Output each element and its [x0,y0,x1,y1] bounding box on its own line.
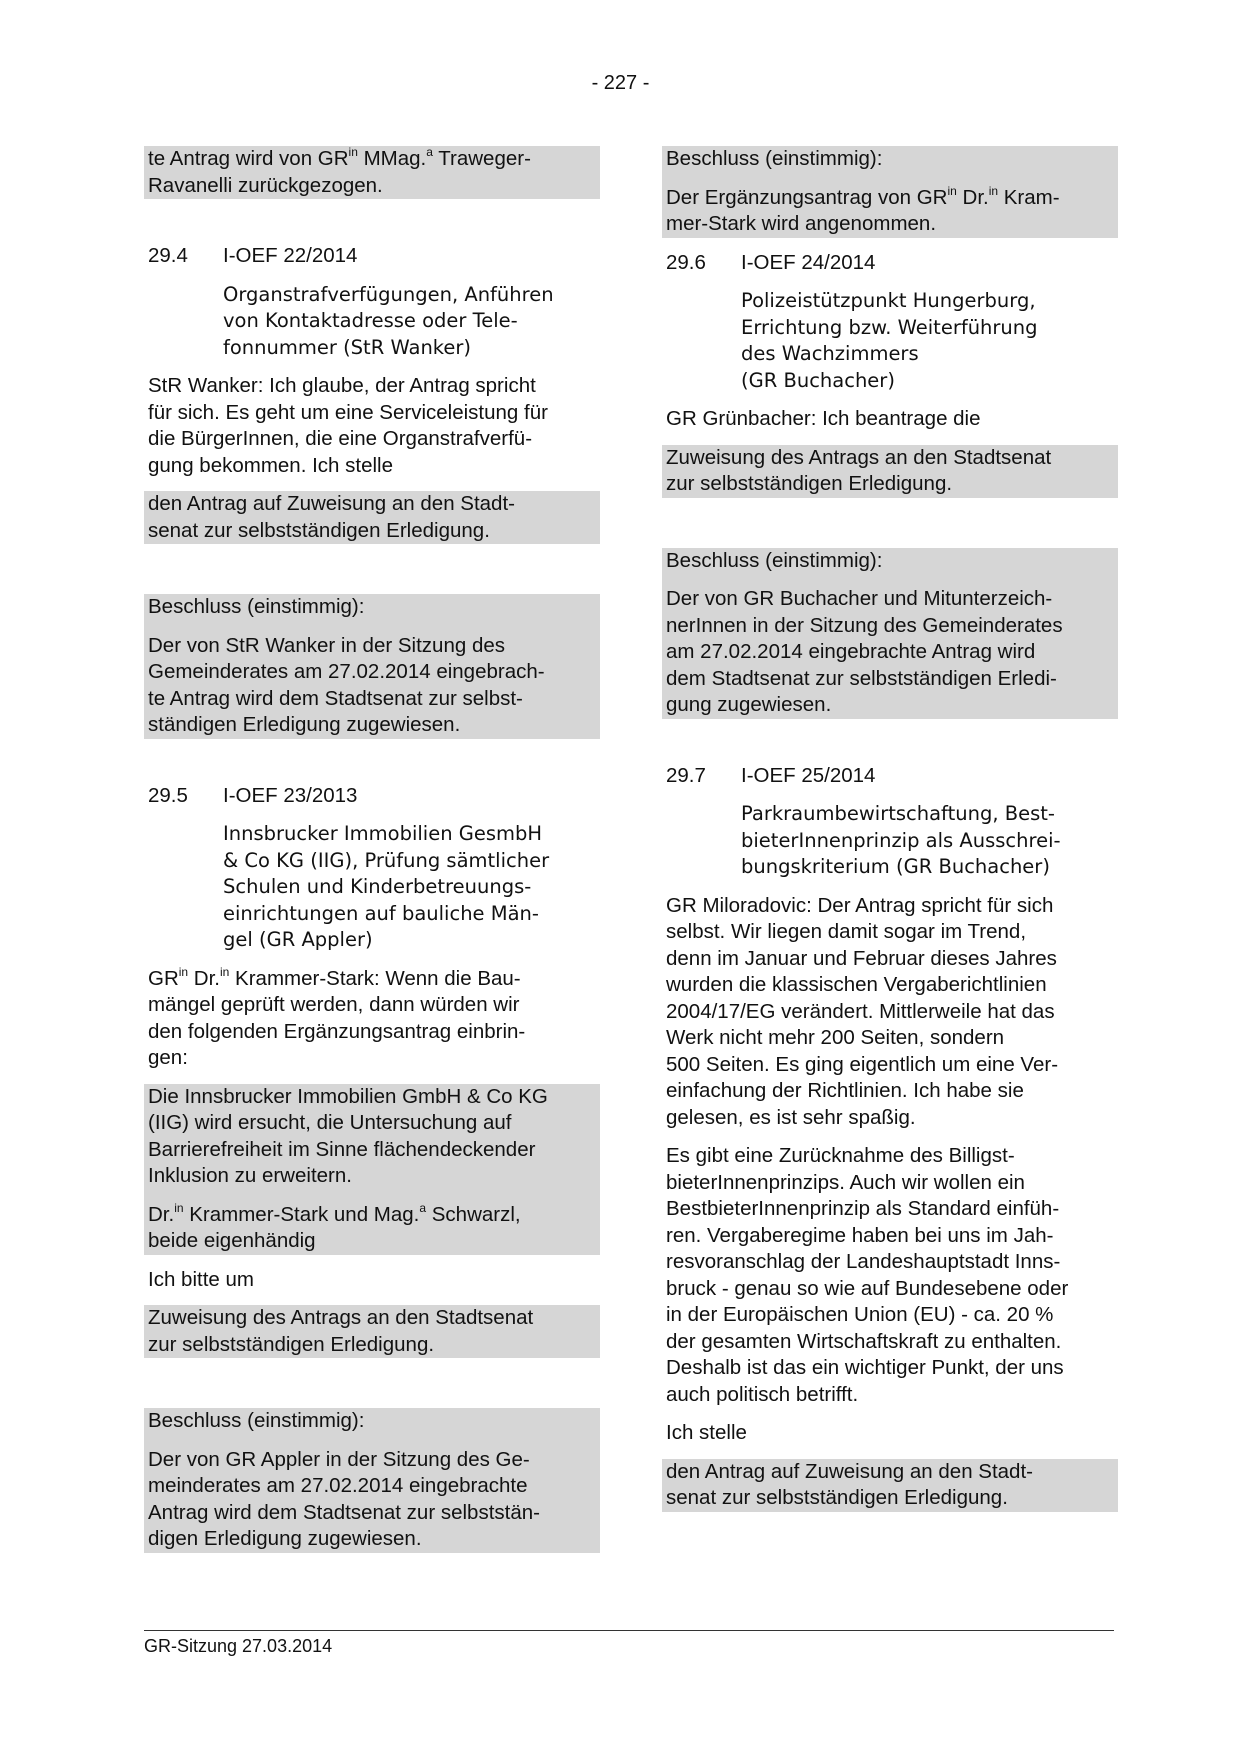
speech-paragraph: Es gibt eine Zurücknahme des Billigst- bieterInnenprinzips. Auch wir wollen ein BestbieterInnenprinzip als Standard einfüh- ren. Vergaberegime haben bei uns im Jah- resvoranschlag der Landeshauptstadt Inns- bruck - genau so wie auf Bundesebene oder in der Europäischen Union (EU) - ca. 20 % der gesamten Wirtschaftskraft zu enthalten. Deshalb ist das ein wichtiger Punkt, der uns auch politisch betrifft. [666,1144,1069,1406]
item-code: I-OEF 22/2014 [223,244,358,267]
speech-paragraph: $GR^{in}$ Dr.$^{in}$ Krammer-Stark: Wenn die Bau- mängel geprüft werden, dann würden wir den folgenden Ergänzungsantrag einbrin- gen: [148,964,526,1069]
item-code: I-OEF 24/2014 [741,250,876,274]
decision-text: Der von StR Wanker in der Sitzung des Gemeinderates am 27.02.2014 eingebrach- te Antrag wird dem Stadtsenat zur selbst- ständigen Erledigung zugewiesen. [148,633,545,736]
item-title-29-7: Parkraumbewirtschaftung, Best- bieterInnenprinzip als Ausschrei- bungskriterium (GR Buchacher) [741,802,1061,878]
left-column [144,146,600,1565]
motion-box: den Antrag auf Zuweisung an den Stadt- senat zur selbstständigen Erledigung. [144,491,600,544]
item-code: I-OEF 25/2014 [741,763,876,787]
request-text: Ich bitte um [148,1267,254,1291]
decision-text: Der Ergänzungsantrag von $GR^{in}$ Dr.$^{in}$ Kram- mer-Stark wird angenommen. [666,183,1060,235]
intro-shaded-paragraph [144,146,600,199]
decision-text: Der von GR Buchacher und Mitunterzeich- nerInnen in der Sitzung des Gemeinderates am 27.02.2014 eingebrachte Antrag wird dem Stadtsenat zur selbstständigen Erledi- gung zugewiesen. [666,587,1063,716]
item-number: 29.4 [148,244,188,267]
decision-box [662,548,1118,719]
speech-paragraph: GR Grünbacher: Ich beantrage die [666,407,981,430]
footer-divider [144,1630,1114,1631]
footer-session-label: GR-Sitzung 27.03.2014 [144,1636,333,1656]
item-heading-29-4 [144,243,600,270]
item-heading-29-7 [662,763,1118,790]
intro-text: te Antrag wird von $GR^{in}$ MMag.$^a$ Traweger- Ravanelli zurückgezogen. [148,145,531,197]
item-number: 29.6 [666,250,706,274]
motion-box: Zuweisung des Antrags an den Stadtsenat zur selbstständigen Erledigung. [662,445,1118,498]
decision-box [144,594,600,739]
decision-label: Beschluss (einstimmig): [666,548,883,572]
motion-box: Zuweisung des Antrags an den Stadtsenat zur selbstständigen Erledigung. [144,1305,600,1358]
item-title-29-6: Polizeistützpunkt Hungerburg, Errichtung bzw. Weiterführung des Wachzimmers (GR Buchacher) [741,289,1038,392]
decision-label: Beschluss (einstimmig): [148,595,365,618]
page-number: - 227 - [591,72,650,94]
item-title-29-4: Organstrafverfügungen, Anführen von Kontaktadresse oder Tele- fonnummer (StR Wanker) [223,282,554,359]
speech-paragraph: GR Miloradovic: Der Antrag spricht für sich selbst. Wir liegen damit sogar im Trend, denn im Januar und Februar dieses Jahres wurden die klassischen Vergaberichtlinien 2004/17/EG verändert. Mittlerweile hat das Werk nicht mehr 200 Seiten, sondern 500 Seiten. Es ging eigentlich um eine Ver- einfachung der Richtlinien. Ich habe sie gelesen, es ist sehr spaßig. [666,893,1059,1129]
request-text: Ich stelle [666,1421,747,1444]
decision-label: Beschluss (einstimmig): [148,1409,365,1432]
item-number: 29.7 [666,763,706,787]
item-heading-29-5 [144,783,600,810]
item-heading-29-6 [662,250,1118,277]
right-column [662,146,1118,1524]
motion-box: den Antrag auf Zuweisung an den Stadt- senat zur selbstständigen Erledigung. [662,1459,1118,1512]
item-number: 29.5 [148,783,188,807]
amendment-text: Die Innsbrucker Immobilien GmbH & Co KG (IIG) wird ersucht, die Untersuchung auf Barrierefreiheit im Sinne flächendeckender Inklusion zu erweitern. [148,1084,548,1187]
signatories: Dr.$^{in}$ Krammer-Stark und Mag.$^a$ Schwarzl, beide eigenhändig [148,1200,521,1252]
amendment-box [144,1084,600,1255]
speech-paragraph: StR Wanker: Ich glaube, der Antrag spricht für sich. Es geht um eine Serviceleistung für die BürgerInnen, die eine Organstrafverfü- gung bekommen. Ich stelle [148,374,548,477]
decision-box [662,146,1118,238]
decision-label: Beschluss (einstimmig): [666,147,883,170]
item-code: I-OEF 23/2013 [223,783,358,807]
decision-text: Der von GR Appler in der Sitzung des Ge- meinderates am 27.02.2014 eingebrachte Antrag wird dem Stadtsenat zur selbststän- digen Erledigung zugewiesen. [148,1447,540,1550]
decision-box [144,1408,600,1553]
item-title-29-5: Innsbrucker Immobilien GesmbH & Co KG (IIG), Prüfung sämtlicher Schulen und Kinderbetreuungs- einrichtungen auf bauliche Män- gel (GR Appler) [223,822,550,951]
